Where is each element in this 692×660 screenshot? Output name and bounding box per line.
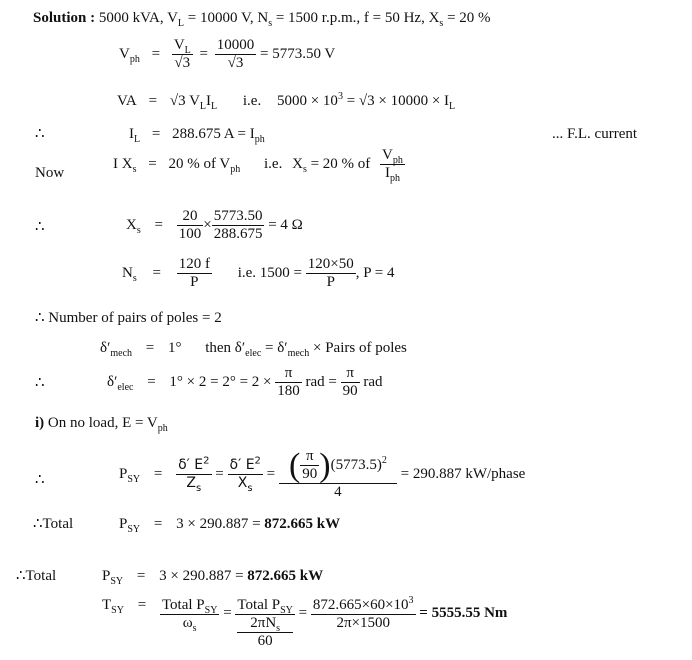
eq-rhs: √3 V (169, 93, 200, 109)
fraction (275, 365, 302, 400)
sup: 3 (337, 91, 343, 102)
eq-rhs: 3 × 290.887 = (176, 516, 261, 532)
sub: L (211, 101, 218, 112)
solution-label: Solution : (33, 10, 96, 26)
delta-elec-equation (107, 365, 383, 400)
delta-mech-equation (100, 339, 407, 357)
numerator: π (300, 448, 319, 466)
numerator: V (382, 147, 393, 163)
eq-result-bold: 872.665 kW (247, 568, 324, 584)
total-label: ∴Total (16, 568, 57, 584)
eq-lhs: P (119, 516, 128, 532)
equals-sign: = (147, 373, 156, 390)
given-values-rest: = 10000 V, N (184, 10, 269, 26)
fraction (311, 597, 416, 632)
sub: s (196, 482, 202, 494)
sub: s (192, 623, 197, 634)
tsy-equation (102, 597, 507, 650)
numerator: 120×50 (307, 256, 354, 272)
no-load-heading (35, 414, 168, 432)
paren: ) (319, 446, 331, 484)
numerator: 872.665×60×10 (312, 597, 409, 613)
eq-lhs: I X (113, 155, 133, 172)
equals-sign: = (151, 126, 161, 142)
equals-sign: = (266, 465, 276, 482)
psy-equation (119, 448, 525, 501)
denominator: √3 (174, 55, 191, 71)
denominator: Z (186, 475, 196, 491)
eq-lhs: VA (117, 93, 136, 109)
fraction (177, 256, 212, 291)
sub: elec (245, 348, 262, 359)
sub: SY (127, 524, 141, 535)
then-text: = δ′ (261, 340, 288, 356)
sub: SY (204, 605, 218, 616)
denominator: P (326, 274, 335, 290)
therefore-symbol: ∴ (35, 472, 45, 488)
therefore-symbol: ∴ (35, 126, 45, 142)
eq-expr: = √3 × 10000 × I (342, 93, 450, 109)
fraction (341, 365, 360, 400)
eq-lhs: N (122, 264, 133, 281)
denominator: P (190, 274, 199, 290)
sub: L (177, 18, 185, 29)
eq-rhs: I (206, 93, 212, 109)
result: = 290.887 kW/phase (400, 465, 526, 482)
numerator: δ′ E (178, 457, 204, 473)
result: = 5773.50 V (259, 45, 336, 62)
then-text: then δ′ (205, 340, 246, 356)
numerator: (5773.5) (330, 456, 382, 473)
eq-lhs: X (126, 216, 137, 233)
fraction (235, 597, 295, 650)
total-psy-equation (119, 515, 340, 533)
equals-sign: = (152, 264, 161, 281)
given-values-rest: = 20 % (443, 10, 491, 26)
equals-sign: = (148, 155, 157, 172)
denominator: X (237, 475, 248, 491)
sub: s (268, 18, 273, 29)
sub: ph (230, 163, 241, 175)
eq-lhs: V (119, 45, 130, 62)
sub: L (134, 134, 141, 145)
fraction (212, 208, 265, 243)
eq-rhs: 1° (167, 340, 182, 356)
equals-sign: = (145, 340, 155, 356)
eq-expr: X (292, 155, 303, 172)
sub: ph (254, 134, 265, 145)
now-label: Now (35, 165, 65, 181)
fraction (215, 37, 257, 72)
numerator: 5773.50 (213, 208, 263, 224)
eq-result-bold: 872.665 kW (264, 516, 341, 532)
sup: 2 (381, 454, 387, 466)
sub: SY (111, 605, 124, 616)
il-equation (129, 125, 265, 143)
denominator: ω (182, 615, 193, 631)
va-equation (117, 92, 455, 110)
fraction (177, 208, 204, 243)
sup: 2 (254, 455, 261, 467)
denominator: 2π×1500 (336, 615, 390, 631)
solution-line (33, 9, 491, 27)
paren: ( (288, 446, 301, 484)
ixs-equation (113, 147, 405, 182)
sup: 3 (408, 595, 414, 606)
therefore-symbol: ∴ (35, 219, 45, 235)
equals-sign: = (153, 516, 163, 532)
sub: ph (157, 423, 168, 434)
fraction (380, 147, 405, 182)
vph-equation (119, 37, 335, 72)
xs-equation (126, 208, 303, 243)
equals-sign: = (154, 216, 163, 233)
pole-pairs-statement: ∴ Number of pairs of poles = 2 (35, 310, 222, 326)
eq-expr: 5000 × 10 (276, 93, 338, 109)
fraction (160, 597, 220, 632)
big-fraction (279, 448, 397, 501)
denominator: I (384, 165, 390, 181)
sub: mech (287, 348, 310, 359)
eq-lhs: P (102, 568, 111, 584)
sub: s (132, 272, 137, 284)
sub: SY (110, 576, 124, 587)
ie-text: i.e. (242, 93, 262, 109)
eq-lhs: I (129, 126, 134, 142)
equals-sign: = (151, 45, 161, 62)
no-load-text: On no load, E = V (44, 415, 158, 431)
denominator: 4 (334, 484, 342, 500)
sub: ph (392, 155, 403, 166)
nested-fraction (235, 615, 295, 650)
eq-lhs: δ′ (100, 340, 111, 356)
eq-lhs: δ′ (107, 373, 118, 390)
equals-sign: = (298, 605, 308, 621)
numerator: Total P (161, 597, 205, 613)
denominator: 180 (277, 383, 300, 399)
fraction (176, 457, 211, 492)
result: = 5555.55 Nm (419, 605, 508, 621)
eq-rhs: rad = (305, 373, 337, 390)
denominator: 90 (302, 466, 318, 482)
numerator: 20 (177, 208, 204, 226)
denominator: 100 (178, 226, 202, 242)
eq-rhs: 288.675 A = I (172, 126, 255, 142)
equals-sign: = (137, 597, 147, 613)
equals-sign: = (148, 93, 158, 109)
sub: L (199, 101, 207, 112)
denominator: 90 (342, 383, 358, 399)
fraction (172, 37, 193, 72)
then-text: × Pairs of poles (309, 340, 407, 356)
eq-lhs: T (102, 597, 112, 613)
sub: s (136, 224, 141, 236)
sub: SY (127, 473, 141, 485)
equals-sign: = (223, 605, 232, 621)
numerator: π (275, 365, 302, 383)
times-sign: × (203, 216, 212, 233)
fraction (306, 256, 356, 291)
denominator: 288.675 (213, 226, 263, 242)
eq-rhs: 3 × 290.887 = (159, 568, 244, 584)
numerator: π (341, 365, 360, 383)
numerator: Total P (237, 597, 281, 613)
sub: ph (129, 53, 140, 65)
sub: s (302, 163, 307, 175)
total-label: ∴Total (33, 516, 74, 532)
result: , P = 4 (355, 264, 395, 281)
eq-rhs: 20 % of V (168, 155, 231, 172)
numerator: 120 f (178, 256, 210, 272)
equals-sign: = (199, 45, 208, 62)
ns-equation (122, 256, 394, 291)
denominator: 60 (257, 633, 273, 649)
sub: mech (110, 348, 133, 359)
given-values: 5000 kVA, V (98, 10, 178, 26)
eq-lhs: P (119, 465, 128, 482)
fraction (300, 448, 319, 483)
ie-text: i.e. (264, 155, 283, 172)
sub: s (132, 163, 137, 175)
numerator: 2πN (250, 615, 277, 631)
total-psy-equation (102, 567, 323, 585)
sub: SY (280, 605, 293, 616)
therefore-symbol: ∴ (35, 375, 45, 391)
given-values-rest: = 1500 r.p.m., f = 50 Hz, X (272, 10, 440, 26)
part-label: i) (35, 415, 45, 431)
eq-expr: = 20 % of (306, 155, 371, 172)
sub: ph (389, 173, 400, 184)
sub: L (184, 45, 191, 56)
numerator: V (173, 37, 185, 53)
fraction (228, 457, 263, 492)
fl-current-note: ... F.L. current (552, 126, 638, 142)
sub: s (247, 482, 253, 494)
equals-sign: = (136, 568, 146, 584)
numerator: 10000 (216, 37, 255, 53)
result: = 4 Ω (268, 216, 303, 233)
sub: s (439, 18, 444, 29)
ie-text: i.e. 1500 = (237, 264, 303, 281)
denominator: √3 (227, 55, 244, 71)
numerator: δ′ E (229, 457, 255, 473)
equals-sign: = (153, 465, 163, 482)
sup: 2 (203, 455, 210, 467)
equals-sign: = (215, 465, 224, 482)
sub: elec (117, 381, 134, 393)
unit: rad (363, 373, 383, 390)
sub: s (276, 623, 281, 634)
sub: L (449, 101, 456, 112)
eq-rhs: 1° × 2 = 2° = 2 × (169, 373, 272, 390)
